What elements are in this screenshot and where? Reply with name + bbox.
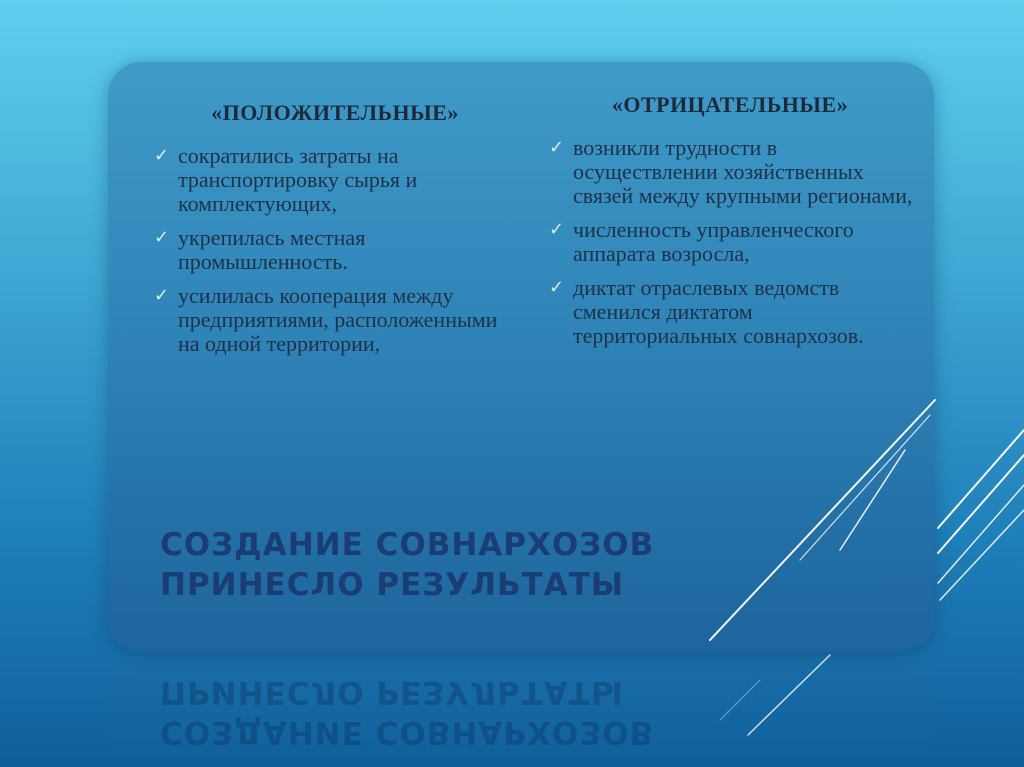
check-mark-icon: ✓ (154, 285, 170, 306)
decorative-line (840, 450, 905, 550)
reflection-title-line: ПРИНЕСЛО РЕЗУЛЬТАТЫ (160, 674, 624, 710)
check-mark-icon: ✓ (549, 277, 565, 298)
negative-heading: «ОТРИЦАТЕЛЬНЫЕ» (611, 92, 849, 117)
decorative-line (938, 430, 1024, 528)
positive-heading: «ПОЛОЖИТЕЛЬНЫЕ» (211, 100, 459, 125)
list-item-text: сократились затраты на транспортировку сырья и комплектующих, (178, 143, 418, 216)
slide-title-line: ПРИНЕСЛО РЕЗУЛЬТАТЫ (160, 567, 624, 603)
list-item-text: диктат отраслевых ведомств сменился диктатом территориальных совнархозов. (573, 275, 864, 348)
check-mark-icon: ✓ (154, 227, 170, 248)
decorative-line (940, 510, 1024, 600)
list-item-text: укрепилась местная промышленность. (178, 225, 366, 274)
list-item-text: численность управленческого аппарата возросла, (573, 217, 854, 266)
check-mark-icon: ✓ (154, 145, 170, 166)
check-mark-icon: ✓ (549, 137, 565, 158)
check-mark-icon: ✓ (549, 219, 565, 240)
list-item-text: усилилась кооперация между предприятиями, расположенными на одной территории, (178, 283, 498, 356)
list-item-text: возникли трудности в осуществлении хозяйственных связей между крупными регионами, (573, 135, 913, 208)
decorative-line (720, 680, 760, 720)
decorative-line (710, 400, 935, 640)
decorative-line (800, 415, 930, 560)
slide-title-line: СОЗДАНИЕ СОВНАРХОЗОВ (160, 527, 655, 563)
decorative-line (938, 455, 1024, 553)
decorative-line (748, 655, 830, 735)
reflection-title-line: СОЗДАНИЕ СОВНАРХОЗОВ (160, 714, 655, 750)
decorative-line (938, 485, 1024, 583)
